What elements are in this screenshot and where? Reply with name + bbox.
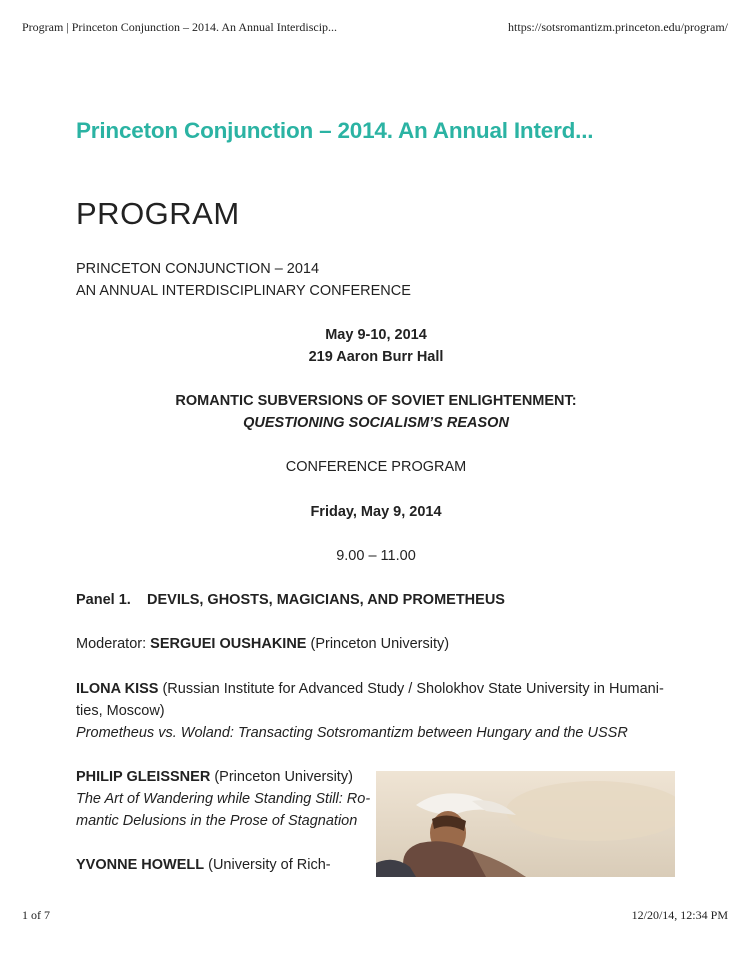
moderator-affiliation: (Princeton University): [306, 636, 450, 652]
panel-number: Panel 1.: [76, 592, 131, 608]
page-title: PROGRAM: [76, 196, 240, 231]
speaker-2-talk-line-1: The Art of Wandering while Standing Still: Ro-: [76, 791, 371, 807]
print-header-url[interactable]: https://sotsromantizm.princeton.edu/program/: [508, 20, 728, 34]
print-header-title: Program | Princeton Conjunction – 2014. An Annual Interdiscip...: [22, 20, 338, 34]
speaker-1-line-1: [76, 678, 664, 700]
painting-figure-icon: [376, 771, 675, 877]
moderator-name: SERGUEI OUSHAKINE: [150, 636, 307, 652]
speaker-1-talk: Prometheus vs. Woland: Transacting Sotsromantizm between Hungary and the USSR: [76, 725, 628, 741]
session-time: 9.00 – 11.00: [336, 548, 416, 564]
intro-line-1: PRINCETON CONJUNCTION – 2014: [76, 261, 320, 277]
speaker-2-line-1: [76, 766, 353, 788]
page-number: 1 of 7: [22, 908, 50, 922]
print-header: [22, 20, 728, 35]
panel-title: DEVILS, GHOSTS, MAGICIANS, AND PROMETHEUS: [147, 592, 505, 608]
speaker-3-line-1: [76, 854, 331, 876]
artwork-image: [376, 771, 675, 877]
event-dates: May 9-10, 2014: [325, 327, 427, 343]
theme-subtitle: QUESTIONING SOCIALISM’S REASON: [243, 415, 509, 431]
panel-heading: [76, 589, 505, 611]
speaker-1-name: ILONA KISS: [76, 681, 159, 697]
print-footer: [22, 908, 728, 923]
moderator-label: Moderator:: [76, 636, 151, 652]
day-heading: Friday, May 9, 2014: [310, 504, 442, 520]
speaker-2-affiliation: (Princeton University): [210, 769, 353, 785]
speaker-1-affiliation-cont: ties, Moscow): [76, 703, 165, 719]
program-label: CONFERENCE PROGRAM: [285, 459, 467, 475]
intro-line-2: AN ANNUAL INTERDISCIPLINARY CONFERENCE: [76, 283, 411, 299]
speaker-1-affiliation: (Russian Institute for Advanced Study / Sholokhov State University in Humani-: [158, 681, 664, 697]
print-datetime: 12/20/14, 12:34 PM: [631, 908, 728, 922]
theme-title: ROMANTIC SUBVERSIONS OF SOVIET ENLIGHTENMENT:: [175, 393, 577, 409]
speaker-3-name: YVONNE HOWELL: [76, 857, 205, 873]
speaker-2-name: PHILIP GLEISSNER: [76, 769, 211, 785]
site-title[interactable]: Princeton Conjunction – 2014. An Annual Interd...: [76, 118, 594, 143]
moderator-line: [76, 633, 449, 655]
event-venue: 219 Aaron Burr Hall: [308, 349, 444, 365]
speaker-2-talk-line-2: mantic Delusions in the Prose of Stagnation: [76, 813, 358, 829]
speaker-3-affiliation: (University of Rich-: [204, 857, 331, 873]
